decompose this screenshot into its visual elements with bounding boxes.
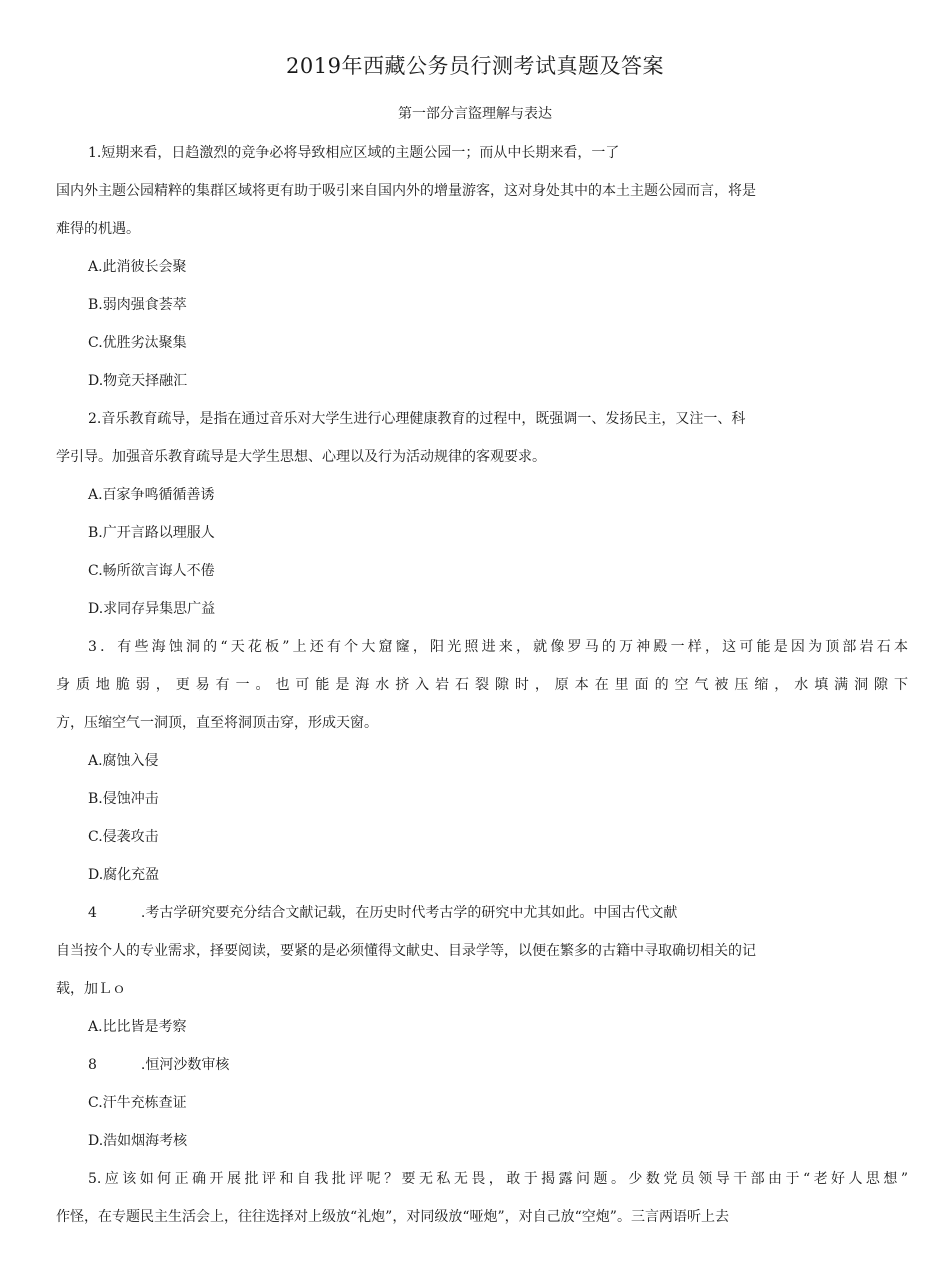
q3-line-3: 方，压缩空气一洞顶，直至将洞顶击穿，形成天窗。 <box>56 715 378 731</box>
q4-option-b-text: .恒河沙数审核 <box>140 1057 230 1073</box>
q3-option-a: A.腐蚀入侵 <box>88 753 159 769</box>
q4-line-3: 载，加Ｌｏ <box>56 981 126 997</box>
q4-option-c: C.汗牛充栋查证 <box>88 1095 187 1111</box>
q4-line-2: 自当按个人的专业需求，择要阅读，要紧的是必须懂得文献史、目录学等，以便在繁多的古籍中寻取确切相关的记 <box>56 943 756 959</box>
q3-line-2: 身质地脆弱，更易有一。也可能是海水挤入岩石裂隙时，原本在里面的空气被压缩，水填满洞隙下 <box>56 677 908 693</box>
q3-option-d: D.腐化充盈 <box>88 867 160 883</box>
q4-option-b-number: 8 <box>88 1057 97 1073</box>
q2-line-2: 学引导。加强音乐教育疏导是大学生思想、心理以及行为活动规律的客观要求。 <box>56 449 546 465</box>
q5-line-2: 作怪，在专题民主生活会上，往往选择对上级放“礼炮”，对同级放“哑炮”，对自己放“空炮”。三言两语听上去 <box>56 1209 729 1225</box>
q4-option-d: D.浩如烟海考核 <box>88 1133 188 1149</box>
q2-option-b: B.广开言路以理服人 <box>88 525 215 541</box>
q1-option-b: B.弱肉强食荟萃 <box>88 297 187 313</box>
q4-number: 4 <box>88 905 97 921</box>
q1-line-3: 难得的机遇。 <box>56 221 140 237</box>
q5-line-1: 5.应该如何正确开展批评和自我批评呢？要无私无畏，敢于揭露问题。少数党员领导干部由于“老好人思想” <box>88 1171 908 1187</box>
q3-line-1: 3．有些海蚀洞的“天花板”上还有个大窟窿，阳光照进来，就像罗马的万神殿一样，这可能是因为顶部岩石本 <box>88 639 908 655</box>
q4-line-1 <box>88 903 677 923</box>
q1-line-1: 1.短期来看，日趋激烈的竞争必将导致相应区域的主题公园一；而从中长期来看，一了 <box>88 145 620 161</box>
q4-line-1-text: .考古学研究要充分结合文献记载，在历史时代考古学的研究中尤其如此。中国古代文献 <box>140 905 678 921</box>
q2-option-a: A.百家争鸣循循善诱 <box>88 487 215 503</box>
section-title: 第一部分言盜理解与表达 <box>398 106 552 122</box>
q4-option-b <box>88 1055 229 1075</box>
q3-option-b: B.侵蚀冲击 <box>88 791 159 807</box>
q2-line-1: 2.音乐教育疏导，是指在通过音乐对大学生进行心理健康教育的过程中，既强调一、发扬民主，又注一、科 <box>88 411 746 427</box>
page-title: 2019年西藏公务员行测考试真题及答案 <box>286 54 664 78</box>
q2-option-c: C.畅所欲言诲人不倦 <box>88 563 215 579</box>
q1-option-c: C.优胜劣汰聚集 <box>88 335 187 351</box>
q2-option-d: D.求同存异集思广益 <box>88 601 216 617</box>
q3-option-c: C.侵袭攻击 <box>88 829 159 845</box>
q1-line-2: 国内外主题公园精粹的集群区域将更有助于吸引来自国内外的增量游客，这对身处其中的本土主题公园而言，将是 <box>56 183 756 199</box>
q4-option-a: A.比比皆是考察 <box>88 1019 187 1035</box>
q1-option-a: A.此消彼长会聚 <box>88 259 187 275</box>
q1-option-d: D.物竞天择融汇 <box>88 373 188 389</box>
